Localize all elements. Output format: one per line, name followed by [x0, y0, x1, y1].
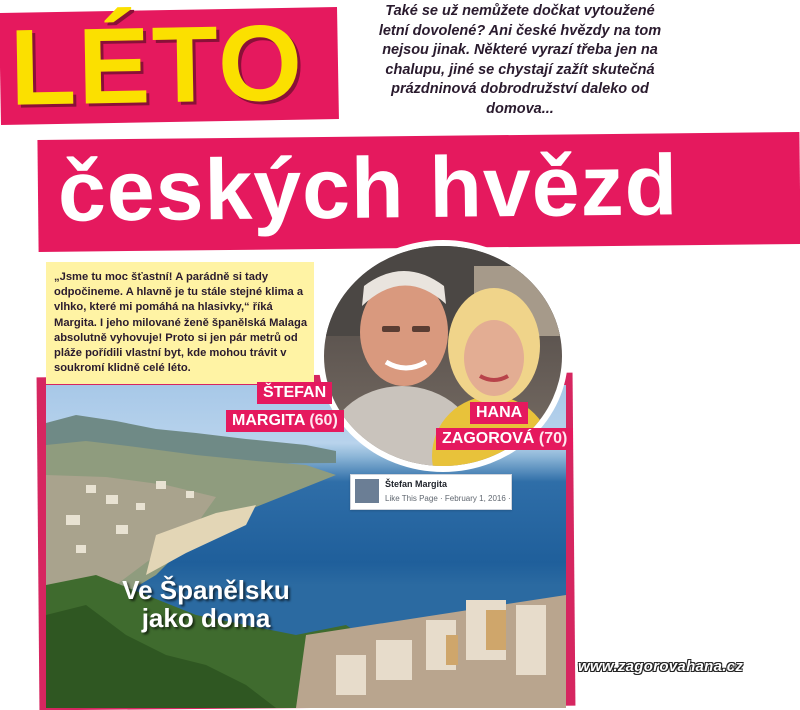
name-label-hana-first: [470, 402, 528, 424]
stefan-age: (60): [309, 412, 338, 429]
avatar: [355, 479, 379, 503]
stefan-last-name: MARGITA: [232, 412, 305, 429]
facebook-page-name: Štefan Margita: [385, 479, 448, 489]
name-label-hana-last: [436, 428, 573, 450]
title-line-2: českých hvězd: [57, 137, 679, 240]
facebook-post-meta: Like This Page · February 1, 2016 ·: [385, 494, 511, 503]
quote-text: „Jsme tu moc šťastní! A parádně si tady odpočineme. A hlavně je tu stále stejné klima a vlhko, které mi pomáhá na hlasivky,“ říká Margita. I jeho milované ženě španělská Malaga absolutně vyhovuje! Proto si jen pár metrů od pláže pořídili vlastní byt, kde mohou trávit v soukromí klidně celé léto.: [54, 271, 308, 375]
hana-age: (70): [538, 430, 568, 447]
name-label-stefan-last: [226, 410, 344, 432]
hana-last-name: ZAGOROVÁ: [442, 430, 535, 447]
hana-first-name: HANA: [476, 404, 523, 421]
headline-line-2: jako doma: [141, 603, 271, 633]
name-label-stefan-first: [257, 382, 332, 404]
title-banner-top: [0, 1, 339, 128]
headline-line-1: Ve Španělsku: [122, 575, 290, 605]
stefan-first-name: ŠTEFAN: [263, 384, 327, 401]
watermark: www.zagorovahana.cz: [578, 658, 744, 675]
facebook-post-card: [350, 474, 512, 510]
photo-headline: [86, 576, 326, 632]
title-line-1: LÉTO: [8, 1, 306, 128]
title-banner-bottom: [37, 132, 800, 252]
intro-paragraph: Také se už nemůžete dočkat vytoužené letní dovolené? Ani české hvězdy na tom nejsou jinak. Některé vyrazí třeba jen na chalupu, jiné se chystají zažít skutečná prázdninová dobrodružství daleko od domova...: [378, 3, 662, 117]
